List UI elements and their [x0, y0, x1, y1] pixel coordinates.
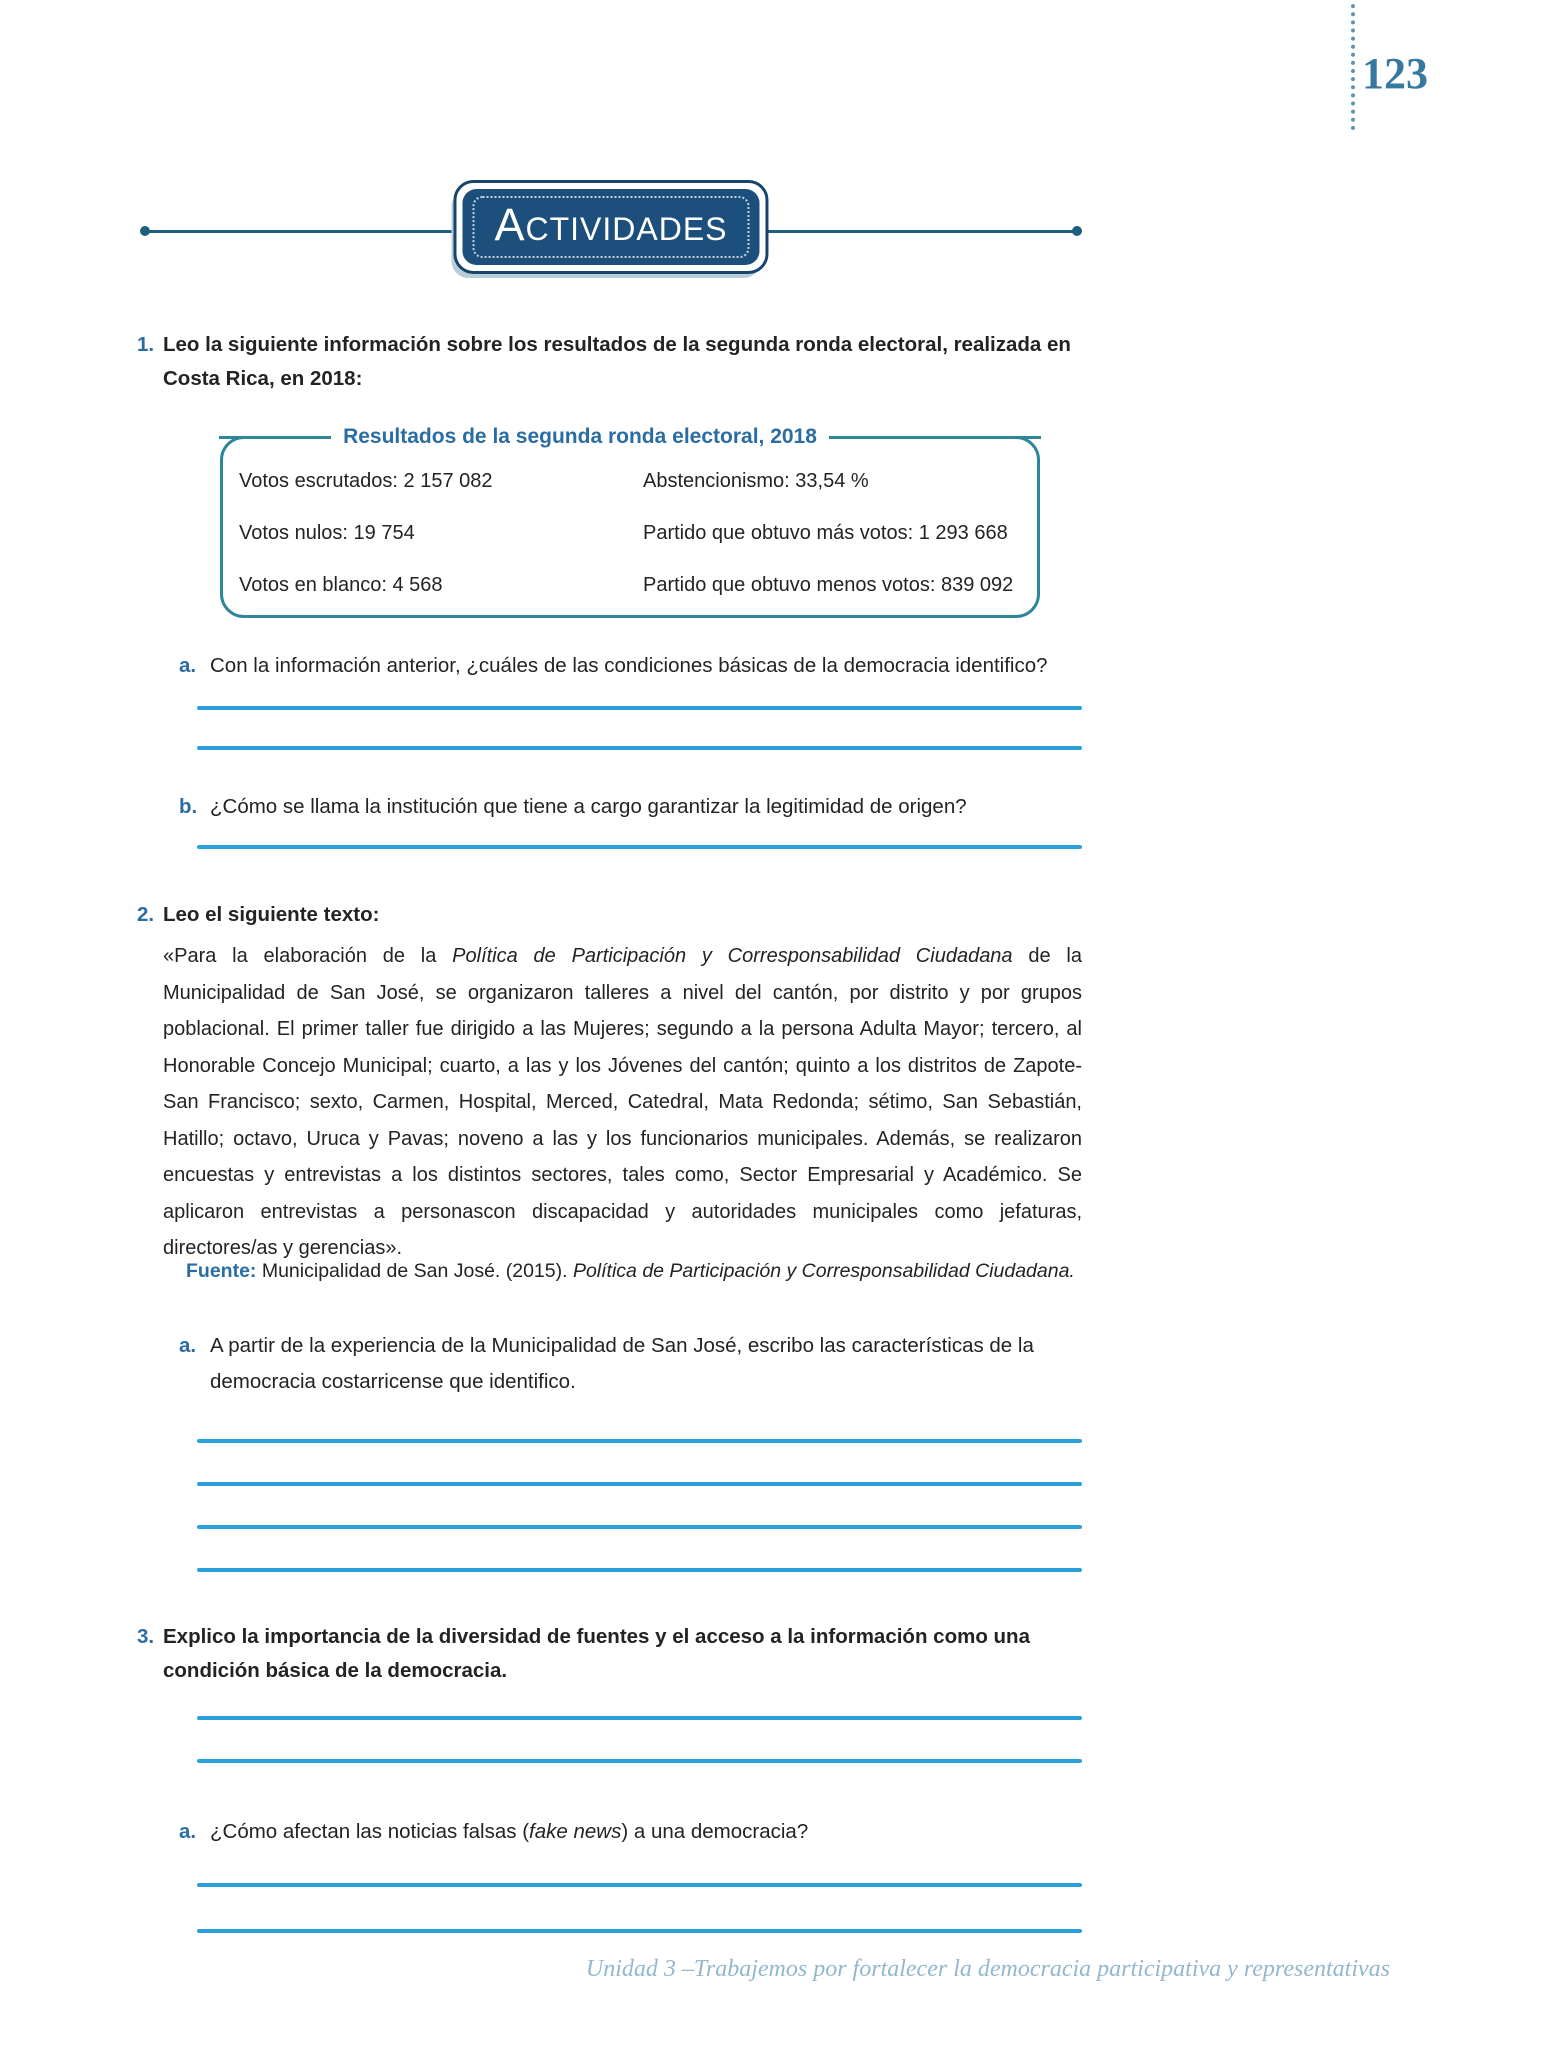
item-3a [179, 1814, 1082, 1850]
corner-dotted-line [1351, 0, 1355, 130]
unit-footer: Unidad 3 –Trabajemos por fortalecer la democracia participativa y representativas [585, 1956, 1390, 1982]
result-partido-mas-votos: Partido que obtuvo más votos: 1 293 668 [643, 522, 1008, 544]
item-3-text: Explico la importancia de la diversidad de fuentes y el acceso a la información como una condición básica de la democracia. [163, 1625, 1030, 1682]
item-3a-letter: a. [179, 1820, 197, 1843]
answer-lines-1a [197, 706, 1082, 750]
item-1 [137, 328, 1082, 396]
answer-line [197, 706, 1082, 710]
answer-line [197, 1883, 1082, 1887]
answer-line [197, 845, 1082, 849]
answer-line [197, 1929, 1082, 1933]
answer-lines-3 [197, 1716, 1082, 1763]
answer-line [197, 1568, 1082, 1572]
answer-lines-2a [197, 1439, 1082, 1572]
answer-line [197, 1482, 1082, 1486]
quote-paragraph: «Para la elaboración de la Política de Participación y Corresponsabilidad Ciudadana de la Municipalidad de San José, se organizaron talleres a nivel del cantón, por distrito y por grupos poblacional. El primer taller fue dirigido a las Mujeres; segundo a la persona Adulta Mayor; tercero, al Honorable Concejo Municipal; cuarto, a las y los Jóvenes del cantón; quinto a los distritos de Zapote-San Francisco; sexto, Carmen, Hospital, Merced, Catedral, Mata Redonda; sétimo, San Sebastián, Hatillo; octavo, Uruca y Pavas; noveno a las y los funcionarios municipales. Además, se realizaron encuestas y entrevistas a los distintos sectores, tales como, Sector Empresarial y Académico. Se aplicaron entrevistas a personascon discapacidad y autoridades municipales como jefaturas, directores/as y gerencias». [163, 945, 1082, 1259]
result-votos-nulos: Votos nulos: 19 754 [239, 522, 415, 544]
answer-line [197, 746, 1082, 750]
item-1a-letter: a. [179, 654, 197, 677]
result-abstencionismo: Abstencionismo: 33,54 % [643, 470, 869, 492]
item-3 [137, 1620, 1082, 1688]
activities-badge-panel [462, 189, 759, 265]
answer-line [197, 1759, 1082, 1763]
answer-line [197, 1716, 1082, 1720]
result-votos-blanco: Votos en blanco: 4 568 [239, 574, 443, 596]
answer-lines-1b [197, 845, 1082, 849]
item-1-text: Leo la siguiente información sobre los resultados de la segunda ronda electoral, realizada en Costa Rica, en 2018: [163, 333, 1071, 390]
activities-badge [453, 180, 768, 274]
page-number: 123 [1362, 49, 1428, 98]
item-1b-text: ¿Cómo se llama la institución que tiene a cargo garantizar la legitimidad de origen? [210, 795, 967, 818]
result-partido-menos-votos: Partido que obtuvo menos votos: 839 092 [643, 574, 1014, 596]
item-1a [179, 648, 1082, 684]
item-2 [137, 898, 1082, 932]
answer-line [197, 1439, 1082, 1443]
item-1a-text: Con la información anterior, ¿cuáles de las condiciones básicas de la democracia identifico? [210, 654, 1048, 677]
result-votos-escrutados: Votos escrutados: 2 157 082 [239, 470, 493, 492]
activities-badge-label: Actividades [472, 196, 749, 258]
answer-lines-3a [197, 1883, 1082, 1933]
item-2-text: Leo el siguiente texto: [163, 903, 380, 926]
answer-line [197, 1525, 1082, 1529]
item-2-number: 2. [137, 903, 155, 926]
item-3a-text: ¿Cómo afectan las noticias falsas (fake news) a una democracia? [210, 1820, 809, 1843]
item-2a [179, 1328, 1082, 1400]
results-box-title-text: Resultados de la segunda ronda electoral, 2018 [331, 423, 829, 451]
item-3-number: 3. [137, 1625, 155, 1648]
item-1b-letter: b. [179, 795, 198, 818]
source-citation: Fuente: Municipalidad de San José. (2015). Política de Participación y Corresponsabilidad Ciudadana. [186, 1260, 1075, 1282]
results-box-title [223, 423, 1037, 451]
item-2a-text: A partir de la experiencia de la Municipalidad de San José, escribo las características de la democracia costarricense que identifico. [210, 1334, 1034, 1393]
item-1b [179, 789, 1082, 825]
item-1-number: 1. [137, 333, 155, 356]
results-box-content [223, 439, 1037, 598]
results-box [220, 425, 1040, 618]
activities-header [140, 180, 1082, 284]
item-2a-letter: a. [179, 1334, 197, 1357]
